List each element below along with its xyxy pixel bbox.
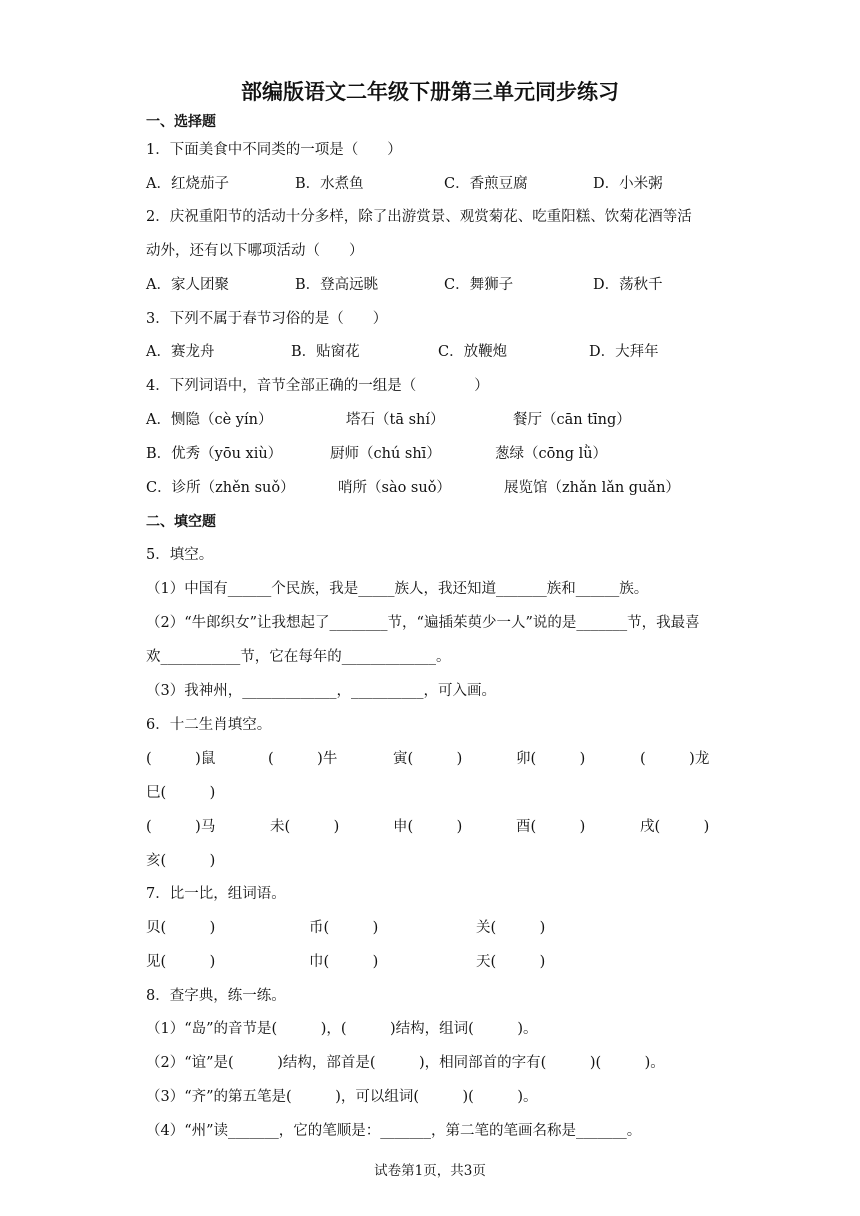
q4-option-c-word2: 哨所（sào suǒ） [338, 480, 451, 496]
zodiac-blank: ( )马 [146, 819, 216, 835]
zodiac-blank: 酉( ) [516, 819, 586, 835]
q2-option-b: B．登高远眺 [295, 277, 379, 293]
q3-option-b: B．贴窗花 [291, 344, 360, 360]
q1-option-d: D．小米粥 [593, 176, 663, 192]
q4-option-c-word3: 展览馆（zhǎn lǎn guǎn） [504, 480, 680, 496]
question-1-stem: 1．下面美食中不同类的一项是（ ） [146, 142, 402, 158]
section-heading-fill: 二、填空题 [146, 514, 216, 530]
q4-option-c-word1: C．诊所（zhěn suǒ） [146, 480, 295, 496]
zodiac-blank: ( )龙 [640, 751, 710, 767]
q8-line-2: （2）“谊”是( )结构，部首是( )，相同部首的字有( )( )。 [146, 1055, 665, 1071]
page-footer: 试卷第1页，共3页 [374, 1163, 486, 1179]
word-compare-blank: 关( ) [476, 920, 546, 936]
question-2-stem-line2: 动外，还有以下哪项活动（ ） [146, 243, 364, 259]
q2-option-a: A．家人团聚 [146, 277, 229, 293]
zodiac-blank: ( )鼠 [146, 751, 216, 767]
q4-option-a-word1: A．恻隐（cè yín） [146, 412, 273, 428]
question-8-stem: 8．查字典，练一练。 [146, 988, 286, 1004]
q1-option-a: A．红烧茄子 [146, 176, 229, 192]
word-compare-blank: 天( ) [476, 954, 546, 970]
q8-line-1: （1）“岛”的音节是( )，( )结构，组词( )。 [146, 1021, 538, 1037]
zodiac-blank: 寅( ) [393, 751, 463, 767]
word-compare-blank: 贝( ) [146, 920, 216, 936]
q4-option-a-word2: 塔石（tā shí） [346, 412, 445, 428]
q5-line-4: （3）我神州，_____________，__________，可入画。 [146, 683, 496, 699]
q4-option-a-word3: 餐厅（cān tīng） [513, 412, 631, 428]
q3-option-d: D．大拜年 [589, 344, 659, 360]
q8-line-4: （4）“州”读_______，它的笔顺是：_______，第二笔的笔画名称是_______。 [146, 1123, 642, 1139]
page-title: 部编版语文二年级下册第三单元同步练习 [241, 80, 619, 104]
q2-option-c: C．舞狮子 [444, 277, 514, 293]
q3-option-a: A．赛龙舟 [146, 344, 215, 360]
zodiac-blank: 戌( ) [640, 819, 710, 835]
zodiac-blank: 卯( ) [516, 751, 586, 767]
word-compare-blank: 见( ) [146, 954, 216, 970]
q3-option-c: C．放鞭炮 [438, 344, 508, 360]
q2-option-d: D．荡秋千 [593, 277, 663, 293]
question-4-stem: 4．下列词语中，音节全部正确的一组是（ ） [146, 378, 489, 394]
q4-option-b-word3: 葱绿（cōng lǜ） [495, 446, 608, 462]
q1-option-b: B．水煮鱼 [295, 176, 364, 192]
zodiac-blank: ( )牛 [268, 751, 338, 767]
q4-option-b-word1: B．优秀（yōu xiù） [146, 446, 283, 462]
word-compare-blank: 巾( ) [309, 954, 379, 970]
zodiac-blank: 巳( ) [146, 785, 216, 801]
q5-line-2: （2）“牛郎织女”让我想起了________节，“遍插茱萸少一人”说的是_______节，我最喜 [146, 615, 700, 631]
question-3-stem: 3．下列不属于春节习俗的是（ ） [146, 311, 388, 327]
zodiac-blank: 亥( ) [146, 853, 216, 869]
q1-option-c: C．香煎豆腐 [444, 176, 528, 192]
q5-line-1: （1）中国有______个民族，我是_____族人，我还知道_______族和______族。 [146, 581, 649, 597]
question-2-stem-line1: 2．庆祝重阳节的活动十分多样，除了出游赏景、观赏菊花、吃重阳糕、饮菊花酒等活 [146, 209, 692, 225]
question-7-stem: 7．比一比，组词语。 [146, 886, 286, 902]
question-6-stem: 6．十二生肖填空。 [146, 717, 272, 733]
q5-line-3: 欢___________节，它在每年的_____________。 [146, 649, 451, 665]
question-5-stem: 5．填空。 [146, 547, 214, 563]
section-heading-choice: 一、选择题 [146, 114, 216, 130]
q8-line-3: （3）“齐”的第五笔是( )，可以组词( )( )。 [146, 1089, 538, 1105]
zodiac-blank: 未( ) [270, 819, 340, 835]
zodiac-blank: 申( ) [393, 819, 463, 835]
word-compare-blank: 币( ) [309, 920, 379, 936]
q4-option-b-word2: 厨师（chú shī） [330, 446, 441, 462]
